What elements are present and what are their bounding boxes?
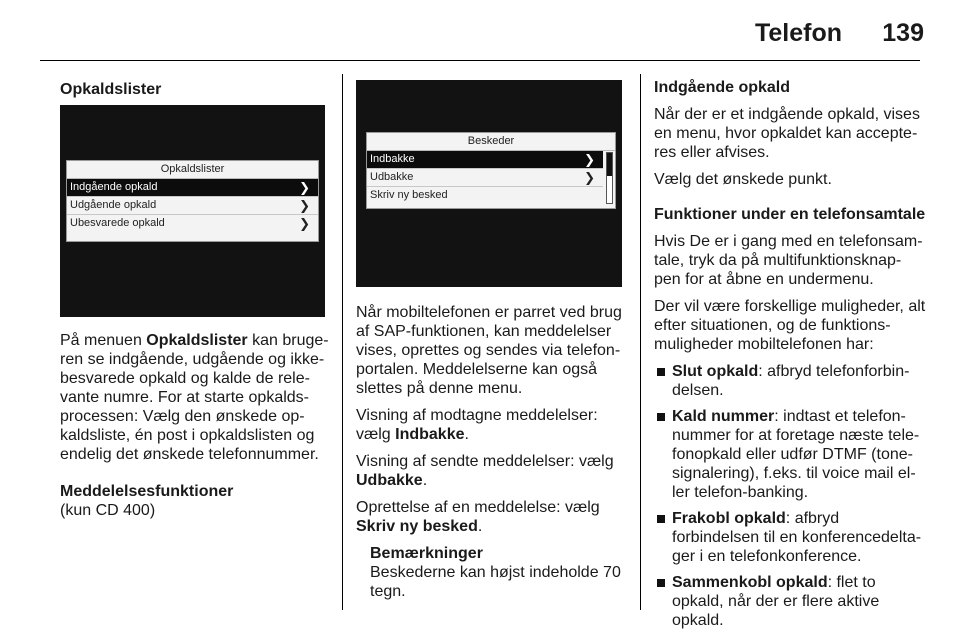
- page-section-title: Telefon: [754, 19, 842, 47]
- header-rule: [40, 60, 920, 61]
- bullet-square-icon: [657, 368, 665, 376]
- note-text: Beskederne kan højst indeholde 70 tegn.: [370, 564, 621, 600]
- message-menu-item: [367, 151, 603, 169]
- text-run: Oprettelse af en meddelelse: vælg: [356, 499, 600, 516]
- bullet-square-icon: [657, 413, 665, 421]
- scrollbar-thumb: [607, 153, 612, 176]
- column-3-body: [654, 78, 926, 637]
- menu-term: Opkaldslister: [146, 332, 248, 349]
- message-menu-item: [367, 169, 603, 187]
- column-1: [60, 80, 328, 107]
- message-menu-item-label: Indbakke: [370, 153, 415, 165]
- page-number: 139: [882, 19, 924, 47]
- messages-screen-image: [356, 80, 622, 287]
- list-item: [654, 573, 926, 630]
- call-list-item: [67, 179, 318, 197]
- messages-panel: [366, 132, 616, 209]
- messages-intro-paragraph: Når mobiltelefonen er parret ved brug af SAP-funktionen, kan meddelelser vises, oprettes og sendes via telefon-portalen. Meddelelserne kan også slettes på denne menu.: [356, 304, 622, 397]
- view-sent-paragraph: [356, 452, 628, 490]
- section-heading-call-lists: Opkaldslister: [60, 81, 162, 98]
- call-list-item-label: Indgående opkald: [70, 181, 158, 193]
- option-term: Slut opkald: [672, 363, 759, 380]
- call-list-item-label: Udgående opkald: [70, 199, 157, 211]
- view-received-paragraph: [356, 406, 628, 444]
- incoming-call-paragraph: Når der er et indgående opkald, vises en menu, hvor opkaldet kan accepte-res eller afvises.: [654, 106, 920, 161]
- select-item-paragraph: Vælg det ønskede punkt.: [654, 171, 832, 188]
- message-menu-item: [367, 187, 603, 204]
- text-run: Visning af sendte meddelelser: vælg: [356, 453, 614, 470]
- options-paragraph: Der vil være forskellige muligheder, alt efter situationen, og de funktions-muligheder mobiltelefonen har:: [654, 298, 926, 353]
- section-heading-in-call-functions: Funktioner under en telefonsamtale: [654, 206, 926, 223]
- chevron-right-icon: ❯: [584, 152, 595, 167]
- column-2-body: [356, 303, 628, 601]
- call-lists-panel-title: Opkaldslister: [67, 161, 318, 179]
- messages-panel-title: Beskeder: [367, 133, 615, 151]
- chevron-right-icon: ❯: [299, 216, 310, 231]
- message-functions-note: (kun CD 400): [60, 502, 156, 519]
- column-divider-2: [640, 74, 641, 610]
- option-term: Sammenkobl opkald: [672, 574, 828, 591]
- text-run: Visning af modtagne meddelelser: vælg: [356, 407, 598, 443]
- call-list-item: [67, 215, 318, 232]
- column-1-body: [60, 331, 330, 528]
- text-run: .: [477, 518, 483, 535]
- option-description: : indtast et telefon-nummer for at foretage næste tele-fonopkald eller udfør DTMF (tone-signalering), f.eks. til voice mail el-ler telefon-banking.: [672, 408, 920, 501]
- section-heading-incoming-call: Indgående opkald: [654, 79, 791, 96]
- call-list-item-label: Ubesvarede opkald: [70, 217, 165, 229]
- list-item: [654, 407, 926, 502]
- section-heading-message-functions: Meddelelsesfunktioner: [60, 483, 234, 500]
- menu-term: Udbakke: [356, 472, 423, 489]
- call-list-item: [67, 197, 318, 215]
- in-call-options-list: [654, 362, 926, 630]
- note-heading: Bemærkninger: [370, 545, 483, 562]
- message-menu-item-label: Udbakke: [370, 171, 414, 183]
- message-menu-item-label: Skriv ny besked: [370, 189, 448, 201]
- menu-term: Indbakke: [395, 426, 465, 443]
- list-item: [654, 509, 926, 566]
- option-description: : afbryd forbindelsen til en konferencedelta-ger i en telefonkonference.: [672, 510, 922, 565]
- text-run: .: [422, 472, 428, 489]
- chevron-right-icon: ❯: [299, 180, 310, 195]
- call-lists-screen-image: [60, 105, 325, 317]
- call-lists-paragraph: [60, 331, 330, 464]
- in-call-paragraph: Hvis De er i gang med en telefonsam-tale, tryk da på multifunktionsknap-pen for at åbne en undermenu.: [654, 233, 923, 288]
- text-run: På menuen: [60, 332, 147, 349]
- menu-term: Skriv ny besked: [356, 518, 478, 535]
- list-item: [654, 362, 926, 400]
- option-description: : flet to opkald, når der er flere aktive opkald.: [672, 574, 880, 629]
- text-run: .: [464, 426, 469, 443]
- column-divider-1: [342, 74, 343, 610]
- bullet-square-icon: [657, 579, 665, 587]
- option-term: Frakobl opkald: [672, 510, 786, 527]
- chevron-right-icon: ❯: [299, 198, 310, 213]
- option-term: Kald nummer: [672, 408, 775, 425]
- text-run: kan bruge-ren se indgående, udgående og ikke-besvarede opkald og kalde de rele-vante numre. For at starte opkalds-processen: Vælg den ønskede op-kaldsliste, én post i opkaldslisten og endelig det ønskede telefonnummer.: [60, 332, 329, 463]
- bullet-square-icon: [657, 515, 665, 523]
- panel-scrollbar: [606, 152, 613, 204]
- create-message-paragraph: [356, 498, 628, 536]
- call-lists-panel: [66, 160, 319, 242]
- note-box: [356, 544, 628, 601]
- option-description: : afbryd telefonforbin-delsen.: [672, 363, 910, 399]
- chevron-right-icon: ❯: [584, 170, 595, 185]
